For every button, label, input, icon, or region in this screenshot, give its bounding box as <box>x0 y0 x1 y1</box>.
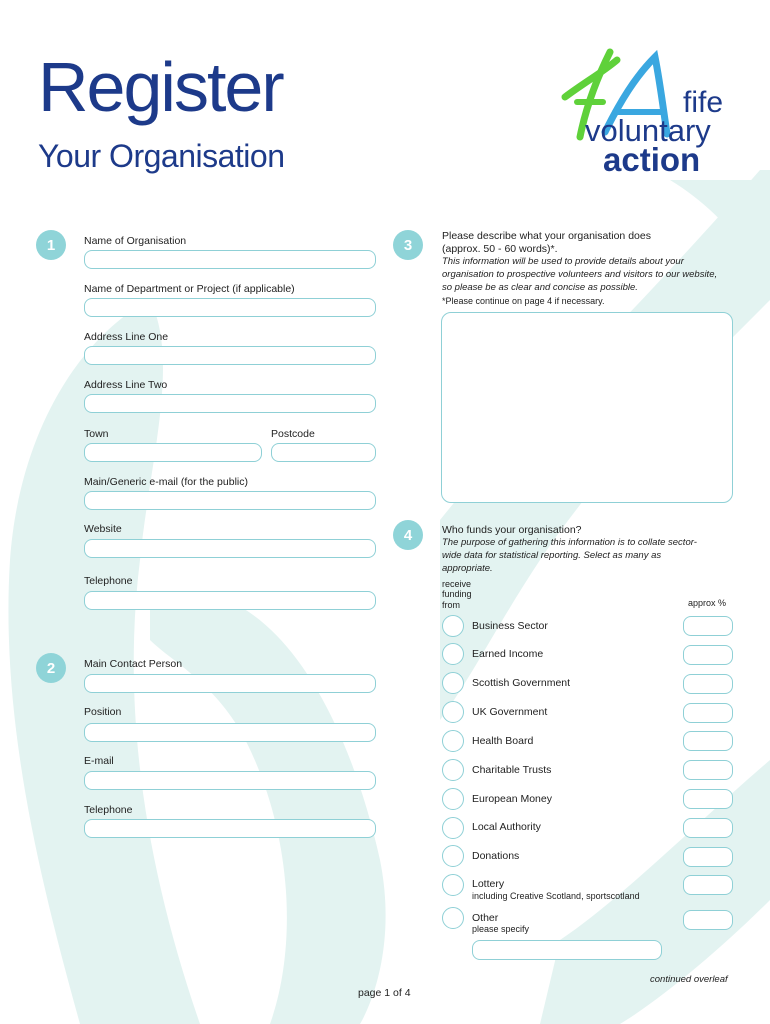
other-specify-input[interactable] <box>472 940 662 960</box>
lottery-sublabel: including Creative Scotland, sportscotland <box>472 891 640 901</box>
description-note: This information will be used to provide details about your organisation to prospective volunteers and visitors to our website, so please be as clear and concise as possible. <box>442 256 718 293</box>
contact-email-input[interactable] <box>84 771 376 790</box>
lottery-percent-input[interactable] <box>683 875 733 895</box>
lottery-label: Lottery <box>472 878 505 890</box>
continued-overleaf-note: continued overleaf <box>650 974 728 985</box>
org-telephone-input[interactable] <box>84 591 376 610</box>
earned-income-percent-input[interactable] <box>683 645 733 665</box>
charitable-trusts-percent-input[interactable] <box>683 760 733 780</box>
position-label: Position <box>84 706 122 718</box>
address2-label: Address Line Two <box>84 379 168 391</box>
generic-email-label: Main/Generic e-mail (for the public) <box>84 476 248 488</box>
european-money-percent-input[interactable] <box>683 789 733 809</box>
lottery-checkbox[interactable] <box>442 874 464 896</box>
org-name-input[interactable] <box>84 250 376 269</box>
uk-government-checkbox[interactable] <box>442 701 464 723</box>
earned-income-checkbox[interactable] <box>442 643 464 665</box>
earned-income-label: Earned Income <box>472 648 544 660</box>
uk-government-label: UK Government <box>472 706 548 718</box>
other-label: Other <box>472 912 499 924</box>
page-title: Register <box>38 48 283 126</box>
other-sublabel: please specify <box>472 924 530 934</box>
business-sector-percent-input[interactable] <box>683 616 733 636</box>
uk-government-percent-input[interactable] <box>683 703 733 723</box>
section-2-badge: 2 <box>36 653 66 683</box>
local-authority-checkbox[interactable] <box>442 817 464 839</box>
donations-label: Donations <box>472 850 520 862</box>
local-authority-label: Local Authority <box>472 821 541 833</box>
health-board-percent-input[interactable] <box>683 731 733 751</box>
contact-person-label: Main Contact Person <box>84 658 183 670</box>
website-input[interactable] <box>84 539 376 558</box>
funding-note: The purpose of gathering this information is to collate sector-wide data for statistical reporting. Select as many as appropriate. <box>442 537 697 574</box>
dept-input[interactable] <box>84 298 376 317</box>
logo-text-action: action <box>603 141 701 178</box>
local-authority-percent-input[interactable] <box>683 818 733 838</box>
position-input[interactable] <box>84 723 376 742</box>
logo-text-fife: fife <box>683 86 724 119</box>
scottish-government-label: Scottish Government <box>472 677 571 689</box>
contact-email-label: E-mail <box>84 755 114 767</box>
generic-email-input[interactable] <box>84 491 376 510</box>
address1-label: Address Line One <box>84 331 169 343</box>
contact-telephone-input[interactable] <box>84 819 376 838</box>
website-label: Website <box>84 523 122 535</box>
european-money-label: European Money <box>472 793 552 805</box>
dept-label: Name of Department or Project (if applicable) <box>84 283 295 295</box>
town-label: Town <box>84 428 109 440</box>
scottish-government-percent-input[interactable] <box>683 674 733 694</box>
receive-funding-column-label: receive funding from <box>442 579 472 610</box>
section-1-badge: 1 <box>36 230 66 260</box>
charitable-trusts-label: Charitable Trusts <box>472 764 552 776</box>
approx-percent-column-label: approx % <box>688 598 727 608</box>
description-continue-note: *Please continue on page 4 if necessary. <box>442 296 605 306</box>
section-4-badge: 4 <box>393 520 423 550</box>
page-subtitle: Your Organisation <box>38 138 285 174</box>
description-textarea[interactable] <box>441 312 733 503</box>
org-name-label: Name of Organisation <box>84 235 187 247</box>
business-sector-checkbox[interactable] <box>442 615 464 637</box>
town-input[interactable] <box>84 443 262 462</box>
health-board-checkbox[interactable] <box>442 730 464 752</box>
health-board-label: Health Board <box>472 735 534 747</box>
contact-person-input[interactable] <box>84 674 376 693</box>
scottish-government-checkbox[interactable] <box>442 672 464 694</box>
other-percent-input[interactable] <box>683 910 733 930</box>
donations-checkbox[interactable] <box>442 845 464 867</box>
contact-telephone-label: Telephone <box>84 804 133 816</box>
address1-input[interactable] <box>84 346 376 365</box>
org-telephone-label: Telephone <box>84 575 133 587</box>
european-money-checkbox[interactable] <box>442 788 464 810</box>
donations-percent-input[interactable] <box>683 847 733 867</box>
postcode-input[interactable] <box>271 443 376 462</box>
business-sector-label: Business Sector <box>472 620 548 632</box>
charitable-trusts-checkbox[interactable] <box>442 759 464 781</box>
funding-heading: Who funds your organisation? <box>442 524 582 536</box>
address2-input[interactable] <box>84 394 376 413</box>
postcode-label: Postcode <box>271 428 315 440</box>
logo-text-voluntary: voluntary <box>585 113 711 148</box>
description-heading: Please describe what your organisation does (approx. 50 - 60 words)*. <box>442 230 651 256</box>
logo <box>555 42 745 182</box>
page-number: page 1 of 4 <box>358 987 411 999</box>
other-checkbox[interactable] <box>442 907 464 929</box>
section-3-badge: 3 <box>393 230 423 260</box>
